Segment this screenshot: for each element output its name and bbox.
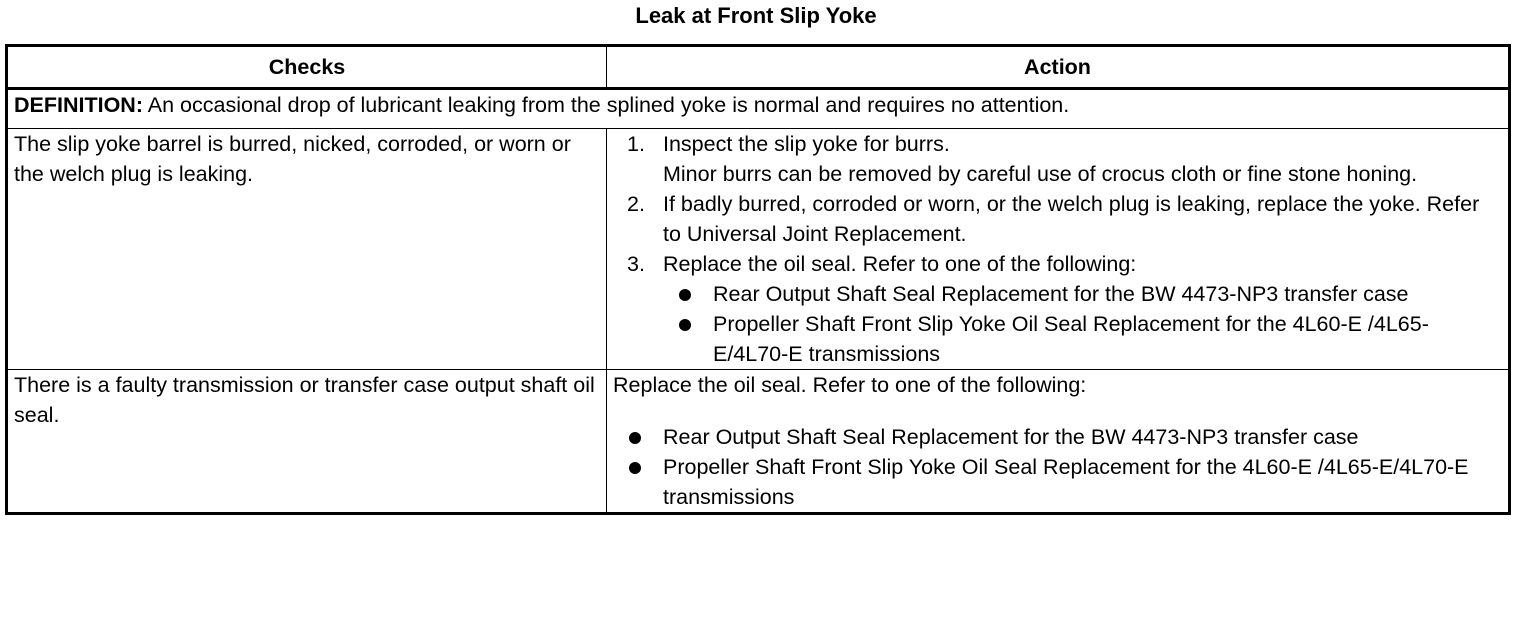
list-item (627, 129, 1502, 189)
list-item (713, 309, 1502, 369)
bullet-text: Propeller Shaft Front Slip Yoke Oil Seal Replacement for the 4L60-E /4L65-E/4L70-E transmissions (663, 455, 1469, 509)
action-intro: Replace the oil seal. Refer to one of the following: (613, 373, 1087, 397)
page-title: Leak at Front Slip Yoke (635, 3, 877, 28)
step-text: Inspect the slip yoke for burrs. (663, 132, 950, 156)
definition-row (7, 89, 1510, 129)
table-row (7, 370, 1510, 514)
bullet-text: Rear Output Shaft Seal Replacement for the BW 4473-NP3 transfer case (713, 282, 1409, 306)
bullet-list (663, 279, 1502, 369)
step-number: 2. (627, 192, 645, 216)
bullet-text: Rear Output Shaft Seal Replacement for the BW 4473-NP3 transfer case (663, 425, 1359, 449)
bullet-icon (679, 319, 691, 331)
definition-label: DEFINITION: (14, 93, 143, 117)
step-number: 3. (627, 252, 645, 276)
bullet-icon (629, 432, 641, 444)
table-header-row (7, 46, 1510, 89)
bullet-icon (629, 462, 641, 474)
check-cell: The slip yoke barrel is burred, nicked, corroded, or worn or the welch plug is leaking. (7, 129, 607, 370)
action-cell (607, 129, 1510, 370)
diagnostic-table (5, 44, 1511, 515)
definition-cell (7, 89, 1510, 129)
step-note: Minor burrs can be removed by careful use of crocus cloth or fine stone honing. (663, 162, 1418, 186)
list-item (713, 279, 1502, 309)
action-header: Action (607, 46, 1510, 89)
bullet-text: Propeller Shaft Front Slip Yoke Oil Seal Replacement for the 4L60-E /4L65-E/4L70-E transmissions (713, 312, 1429, 366)
step-text: Replace the oil seal. Refer to one of the following: (663, 252, 1137, 276)
bullet-icon (679, 289, 691, 301)
check-cell: There is a faulty transmission or transfer case output shaft oil seal. (7, 370, 607, 514)
step-text: If badly burred, corroded or worn, or the welch plug is leaking, replace the yoke. Refer to Universal Joint Replacement. (663, 192, 1480, 246)
step-number: 1. (627, 132, 645, 156)
list-item (663, 452, 1502, 512)
definition-text: An occasional drop of lubricant leaking from the splined yoke is normal and requires no attention. (143, 93, 1070, 117)
list-item (627, 249, 1502, 369)
list-item (663, 422, 1502, 452)
action-steps (613, 129, 1502, 369)
bullet-list (613, 422, 1502, 512)
list-item (627, 189, 1502, 249)
checks-header: Checks (7, 46, 607, 89)
action-cell (607, 370, 1510, 514)
table-row (7, 129, 1510, 370)
